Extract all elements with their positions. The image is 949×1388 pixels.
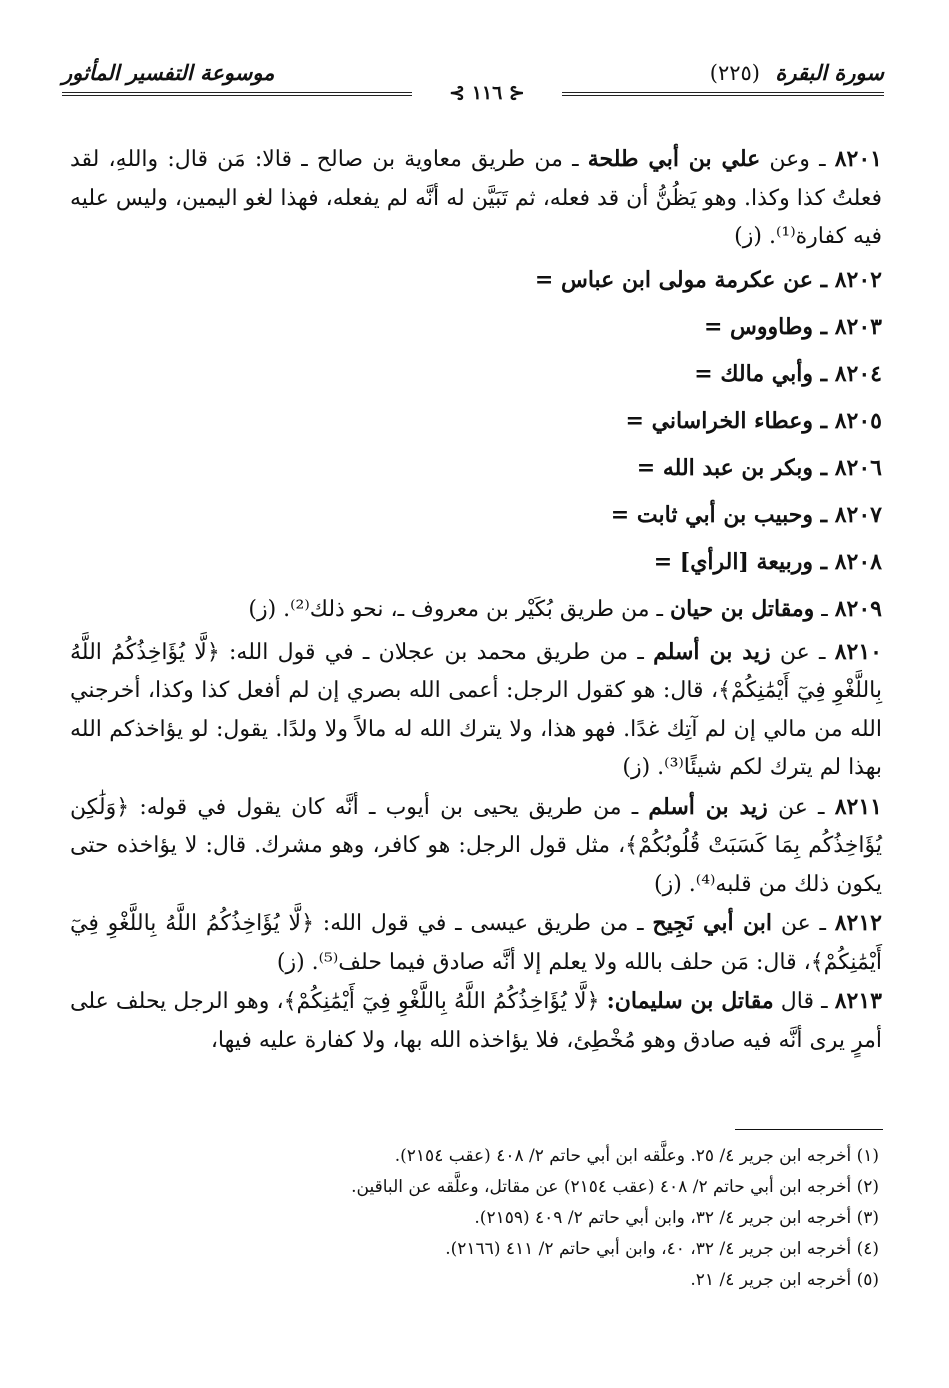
- surah-heading: [710, 60, 884, 85]
- footnote: (٥) أخرجه ابن جرير ٤/ ٢١.: [690, 1270, 879, 1290]
- page-header: [62, 58, 884, 104]
- footnote: (٣) أخرجه ابن جرير ٤/ ٣٢، وابن أبي حاتم ٢/ ٤٠٩ (٢١٥٩).: [474, 1208, 879, 1228]
- page-number: ⊰ ١١٦ ⊱: [412, 82, 562, 104]
- entry: ٨٢٠٣ ـ وطاووس =: [703, 313, 882, 340]
- page-number-text: ١١٦: [471, 82, 503, 104]
- footnote: (٤) أخرجه ابن جرير ٤/ ٣٢، ٤٠، وابن أبي حاتم ٢/ ٤١١ (٢١٦٦).: [445, 1239, 879, 1259]
- entry: ٨٢٠١ ـ وعن علي بن أبي طلحة ـ من طريق معاوية بن صالح ـ قالا: مَن قال: واللهِ، لقد فعلتُ كذا وكذا. وهو يَظُنُّ أن قد فعله، ثم تَبَيَّن له أنَّه لم يفعله، فهذا لغو اليمين، وليس عليه فيه كفارة⁽¹⁾. (ز): [70, 146, 882, 249]
- entry: ٨٢٠٨ ـ وربيعة [الرأي] =: [653, 548, 882, 575]
- entry: ٨٢١٣ ـ قال مقاتل بن سليمان: ﴿لَّا يُؤَاخِذُكُمُ اللَّهُ بِاللَّغْوِ فِيٓ أَيْمَٰنِكُمْ﴾، وهو الرجل يحلف على أمرٍ يرى أنَّه فيه صادق وهو مُخْطِئ، فلا يؤاخذه الله بها، ولا كفارة عليه فيها،: [70, 988, 882, 1053]
- entry: ٨٢١٢ ـ عن ابن أبي نَجِيح ـ من طريق عيسى ـ في قول الله: ﴿لَّا يُؤَاخِذُكُمُ اللَّهُ بِاللَّغْوِ فِيٓ أَيْمَٰنِكُمْ﴾، قال: مَن حلف بالله ولا يعلم إلا أنَّه صادق فيما حلف⁽⁵⁾. (ز): [70, 910, 882, 975]
- entry: ٨٢٠٢ ـ عن عكرمة مولى ابن عباس =: [534, 266, 882, 293]
- entry: ٨٢١١ ـ عن زيد بن أسلم ـ من طريق يحيى بن أيوب ـ أنَّه كان يقول في قوله: ﴿وَلَٰكِن يُؤَاخِذُكُم بِمَا كَسَبَتْ قُلُوبُكُمْ﴾، مثل قول الرجل: هو كافر، وهو مشرك. قال: لا يؤاخذه حتى يكون ذلك من قلبه⁽⁴⁾. (ز): [70, 793, 882, 897]
- footnote-separator: [735, 1129, 883, 1130]
- entry: ٨٢٠٥ ـ وعطاء الخراساني =: [625, 407, 882, 434]
- footnotes: [67, 1141, 879, 1296]
- surah-name: سورة البقرة: [775, 60, 884, 85]
- entry: ٨٢٠٩ ـ ومقاتل بن حيان ـ من طريق بُكَيْر بن معروف ـ، نحو ذلك⁽²⁾. (ز): [248, 595, 882, 622]
- entry: ٨٢١٠ ـ عن زيد بن أسلم ـ من طريق محمد بن عجلان ـ في قول الله: ﴿لَّا يُؤَاخِذُكُمُ اللَّهُ بِاللَّغْوِ فِيٓ أَيْمَٰنِكُمْ﴾، قال: هو كقول الرجل: أعمى الله بصري إن لم أفعل كذا وكذا، أخرجني الله من مالي إن لم آتِك غدًا. فهو هذا، ولا يترك الله له مالاً ولا ولدًا. يقول: لو يؤاخذكم الله بهذا لم يترك لكم شيئًا⁽³⁾. (ز): [70, 638, 882, 780]
- footnote: (٢) أخرجه ابن أبي حاتم ٢/ ٤٠٨ (عقب ٢١٥٤) عن مقاتل، وعلَّقه عن الباقين.: [351, 1177, 879, 1197]
- verse-number: (٢٢٥): [709, 61, 760, 85]
- entry: ٨٢٠٧ ـ وحبيب بن أبي ثابت =: [610, 501, 882, 528]
- entry: ٨٢٠٦ ـ وبكر بن عبد الله =: [636, 454, 882, 481]
- main-text: [70, 140, 882, 1060]
- entry: ٨٢٠٤ ـ وأبي مالك =: [694, 360, 882, 387]
- footnote: (١) أخرجه ابن جرير ٤/ ٢٥. وعلَّقه ابن أبي حاتم ٢/ ٤٠٨ (عقب ٢١٥٤).: [394, 1146, 879, 1166]
- book-title: موسوعة التفسير المأثور: [62, 60, 275, 85]
